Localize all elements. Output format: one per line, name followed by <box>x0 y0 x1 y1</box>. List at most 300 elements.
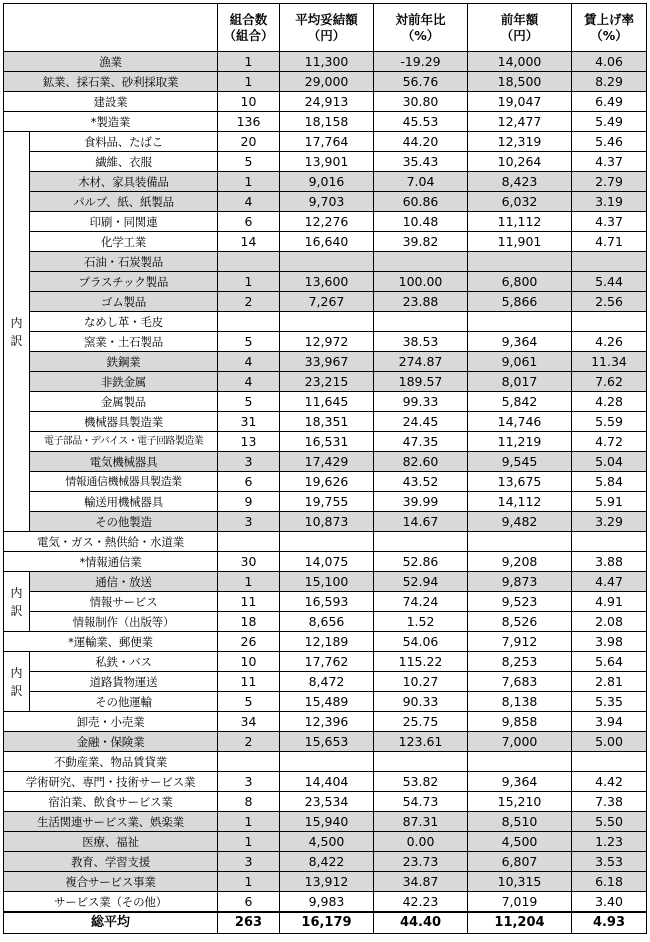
header-avg-line2: （円） <box>307 27 346 43</box>
count-cell: 1 <box>218 72 280 92</box>
ratio-cell: 54.73 <box>374 792 468 812</box>
count-cell: 6 <box>218 892 280 913</box>
ratio-cell: 24.45 <box>374 412 468 432</box>
avg-cell: 8,472 <box>280 672 374 692</box>
prev-cell: 9,873 <box>468 572 572 592</box>
count-cell: 1 <box>218 832 280 852</box>
table-row <box>4 492 647 512</box>
raise-cell: 3.19 <box>572 192 647 212</box>
avg-cell <box>280 252 374 272</box>
header-avg-line1: 平均妥結額 <box>295 11 358 27</box>
avg-cell: 19,626 <box>280 472 374 492</box>
prev-cell: 10,315 <box>468 872 572 892</box>
avg-cell: 9,016 <box>280 172 374 192</box>
industry-name: 鉄鋼業 <box>30 352 218 372</box>
raise-cell: 3.98 <box>572 632 647 652</box>
raise-cell: 11.34 <box>572 352 647 372</box>
ratio-cell: 90.33 <box>374 692 468 712</box>
count-cell: 30 <box>218 552 280 572</box>
industry-name: 電気機械器具 <box>30 452 218 472</box>
raise-cell: 5.91 <box>572 492 647 512</box>
industry-name: 金属製品 <box>30 392 218 412</box>
header-raise-line2: （%） <box>590 27 628 43</box>
industry-name: 卸売・小売業 <box>4 712 218 732</box>
avg-cell: 11,300 <box>280 52 374 72</box>
ratio-cell: 39.82 <box>374 232 468 252</box>
raise-cell: 5.59 <box>572 412 647 432</box>
ratio-cell: 44.20 <box>374 132 468 152</box>
raise-cell: 5.44 <box>572 272 647 292</box>
raise-cell: 4.06 <box>572 52 647 72</box>
side-label-uchi: 内 <box>10 665 23 680</box>
prev-cell: 6,032 <box>468 192 572 212</box>
count-cell: 13 <box>218 432 280 452</box>
ratio-cell: 35.43 <box>374 152 468 172</box>
table-row <box>4 872 647 892</box>
total-count: 263 <box>218 912 280 934</box>
ratio-cell: 54.06 <box>374 632 468 652</box>
avg-cell: 15,489 <box>280 692 374 712</box>
industry-name: 電気・ガス・熱供給・水道業 <box>4 532 218 552</box>
industry-name: 化学工業 <box>30 232 218 252</box>
count-cell: 3 <box>218 852 280 872</box>
raise-cell: 4.37 <box>572 152 647 172</box>
industry-name: 情報通信機械器具製造業 <box>30 472 218 492</box>
raise-cell: 6.49 <box>572 92 647 112</box>
ratio-cell: 23.88 <box>374 292 468 312</box>
prev-cell: 12,477 <box>468 112 572 132</box>
prev-cell: 11,219 <box>468 432 572 452</box>
industry-name: 印刷・同関連 <box>30 212 218 232</box>
avg-cell: 17,764 <box>280 132 374 152</box>
raise-cell: 7.38 <box>572 792 647 812</box>
avg-cell: 4,500 <box>280 832 374 852</box>
table-row <box>4 512 647 532</box>
avg-cell: 7,267 <box>280 292 374 312</box>
count-cell: 14 <box>218 232 280 252</box>
prev-cell: 6,807 <box>468 852 572 872</box>
count-cell: 1 <box>218 272 280 292</box>
table-row <box>4 712 647 732</box>
ratio-cell: 60.86 <box>374 192 468 212</box>
avg-cell: 13,600 <box>280 272 374 292</box>
prev-cell: 8,253 <box>468 652 572 672</box>
ratio-cell: 47.35 <box>374 432 468 452</box>
breakdown-label-manufacturing <box>4 132 30 532</box>
ratio-cell <box>374 252 468 272</box>
table-row <box>4 152 647 172</box>
avg-cell: 17,762 <box>280 652 374 672</box>
count-cell: 9 <box>218 492 280 512</box>
raise-cell: 1.23 <box>572 832 647 852</box>
table-row <box>4 172 647 192</box>
table-row <box>4 312 647 332</box>
raise-cell <box>572 752 647 772</box>
raise-cell: 3.53 <box>572 852 647 872</box>
header-prev <box>468 4 572 52</box>
prev-cell: 9,364 <box>468 772 572 792</box>
count-cell: 11 <box>218 672 280 692</box>
raise-cell: 3.88 <box>572 552 647 572</box>
count-cell: 5 <box>218 692 280 712</box>
industry-name: 医療、福祉 <box>4 832 218 852</box>
raise-cell: 4.28 <box>572 392 647 412</box>
prev-cell: 7,912 <box>468 632 572 652</box>
avg-cell: 14,075 <box>280 552 374 572</box>
raise-cell <box>572 252 647 272</box>
raise-cell: 2.81 <box>572 672 647 692</box>
header-raise-line1: 賃上げ率 <box>583 11 634 27</box>
total-label: 総平均 <box>4 912 218 934</box>
prev-cell: 9,482 <box>468 512 572 532</box>
avg-cell: 18,351 <box>280 412 374 432</box>
table-row <box>4 572 647 592</box>
raise-cell: 3.40 <box>572 892 647 913</box>
industry-name: 金融・保険業 <box>4 732 218 752</box>
raise-cell: 5.49 <box>572 112 647 132</box>
avg-cell: 12,396 <box>280 712 374 732</box>
avg-cell: 12,972 <box>280 332 374 352</box>
prev-cell <box>468 312 572 332</box>
prev-cell: 9,061 <box>468 352 572 372</box>
header-row <box>4 4 647 52</box>
prev-cell: 11,112 <box>468 212 572 232</box>
raise-cell: 4.91 <box>572 592 647 612</box>
avg-cell: 13,912 <box>280 872 374 892</box>
industry-name: 学術研究、専門・技術サービス業 <box>4 772 218 792</box>
prev-cell: 19,047 <box>468 92 572 112</box>
table-row <box>4 432 647 452</box>
prev-cell: 8,138 <box>468 692 572 712</box>
industry-name: 複合サービス事業 <box>4 872 218 892</box>
table-row <box>4 732 647 752</box>
industry-name: 電子部品・デバイス・電子回路製造業 <box>30 432 218 452</box>
industry-name: *製造業 <box>4 112 218 132</box>
header-count-line2: （組合） <box>223 27 274 43</box>
count-cell: 1 <box>218 172 280 192</box>
count-cell: 20 <box>218 132 280 152</box>
count-cell: 26 <box>218 632 280 652</box>
industry-name: 鉱業、採石業、砂利採取業 <box>4 72 218 92</box>
ratio-cell: 42.23 <box>374 892 468 913</box>
prev-cell: 8,510 <box>468 812 572 832</box>
count-cell <box>218 312 280 332</box>
industry-name: 漁業 <box>4 52 218 72</box>
prev-cell: 12,319 <box>468 132 572 152</box>
raise-cell: 3.29 <box>572 512 647 532</box>
avg-cell: 23,215 <box>280 372 374 392</box>
avg-cell: 16,640 <box>280 232 374 252</box>
industry-name: 建設業 <box>4 92 218 112</box>
ratio-cell: 38.53 <box>374 332 468 352</box>
ratio-cell: 274.87 <box>374 352 468 372</box>
industry-name: 道路貨物運送 <box>30 672 218 692</box>
raise-cell: 5.46 <box>572 132 647 152</box>
prev-cell: 10,264 <box>468 152 572 172</box>
avg-cell: 8,422 <box>280 852 374 872</box>
industry-name: 窯業・土石製品 <box>30 332 218 352</box>
prev-cell: 9,523 <box>468 592 572 612</box>
table-row <box>4 252 647 272</box>
raise-cell: 5.64 <box>572 652 647 672</box>
header-ratio-line1: 対前年比 <box>395 11 446 27</box>
side-label-wake: 訳 <box>10 603 23 618</box>
table-row <box>4 692 647 712</box>
industry-name: ゴム製品 <box>30 292 218 312</box>
ratio-cell: -19.29 <box>374 52 468 72</box>
prev-cell: 5,842 <box>468 392 572 412</box>
prev-cell: 18,500 <box>468 72 572 92</box>
side-label-uchi: 内 <box>10 585 23 600</box>
table-row <box>4 52 647 72</box>
count-cell: 6 <box>218 212 280 232</box>
raise-cell: 2.08 <box>572 612 647 632</box>
table-row <box>4 192 647 212</box>
industry-name: 教育、学習支援 <box>4 852 218 872</box>
prev-cell: 9,364 <box>468 332 572 352</box>
prev-cell: 9,545 <box>468 452 572 472</box>
count-cell: 5 <box>218 152 280 172</box>
header-ratio <box>374 4 468 52</box>
prev-cell: 7,019 <box>468 892 572 913</box>
total-raise: 4.93 <box>572 912 647 934</box>
avg-cell: 24,913 <box>280 92 374 112</box>
industry-name: 非鉄金属 <box>30 372 218 392</box>
count-cell: 4 <box>218 192 280 212</box>
raise-cell <box>572 532 647 552</box>
count-cell: 2 <box>218 292 280 312</box>
avg-cell: 12,189 <box>280 632 374 652</box>
avg-cell: 14,404 <box>280 772 374 792</box>
prev-cell: 6,800 <box>468 272 572 292</box>
industry-name: 情報制作（出版等） <box>30 612 218 632</box>
total-prev: 11,204 <box>468 912 572 934</box>
prev-cell: 13,675 <box>468 472 572 492</box>
ratio-cell: 52.86 <box>374 552 468 572</box>
raise-cell: 7.62 <box>572 372 647 392</box>
ratio-cell: 34.87 <box>374 872 468 892</box>
table-row <box>4 272 647 292</box>
prev-cell: 14,000 <box>468 52 572 72</box>
table-row <box>4 852 647 872</box>
side-label-uchi: 内 <box>10 315 23 330</box>
count-cell: 6 <box>218 472 280 492</box>
raise-cell: 8.29 <box>572 72 647 92</box>
industry-name: 繊維、衣服 <box>30 152 218 172</box>
avg-cell: 23,534 <box>280 792 374 812</box>
prev-cell: 14,112 <box>468 492 572 512</box>
prev-cell: 8,017 <box>468 372 572 392</box>
count-cell: 2 <box>218 732 280 752</box>
count-cell: 3 <box>218 452 280 472</box>
ratio-cell: 53.82 <box>374 772 468 792</box>
count-cell: 10 <box>218 92 280 112</box>
table-row <box>4 132 647 152</box>
breakdown-label-info <box>4 572 30 632</box>
avg-cell: 17,429 <box>280 452 374 472</box>
avg-cell: 10,873 <box>280 512 374 532</box>
ratio-cell: 43.52 <box>374 472 468 492</box>
raise-cell: 4.71 <box>572 232 647 252</box>
industry-name: サービス業（その他） <box>4 892 218 913</box>
industry-name: プラスチック製品 <box>30 272 218 292</box>
table-row <box>4 332 647 352</box>
industry-name: パルプ、紙、紙製品 <box>30 192 218 212</box>
table-row <box>4 92 647 112</box>
count-cell: 1 <box>218 872 280 892</box>
table-row <box>4 552 647 572</box>
ratio-cell: 52.94 <box>374 572 468 592</box>
table-row <box>4 112 647 132</box>
raise-cell: 5.50 <box>572 812 647 832</box>
table-row <box>4 72 647 92</box>
industry-name: 木材、家具装備品 <box>30 172 218 192</box>
ratio-cell: 74.24 <box>374 592 468 612</box>
table-row <box>4 812 647 832</box>
raise-cell: 4.47 <box>572 572 647 592</box>
table-row <box>4 892 647 913</box>
count-cell: 34 <box>218 712 280 732</box>
count-cell: 1 <box>218 572 280 592</box>
prev-cell <box>468 252 572 272</box>
count-cell: 18 <box>218 612 280 632</box>
ratio-cell <box>374 752 468 772</box>
avg-cell: 15,653 <box>280 732 374 752</box>
avg-cell <box>280 752 374 772</box>
industry-name: *情報通信業 <box>4 552 218 572</box>
avg-cell: 19,755 <box>280 492 374 512</box>
industry-name: 機械器具製造業 <box>30 412 218 432</box>
ratio-cell: 1.52 <box>374 612 468 632</box>
avg-cell: 9,983 <box>280 892 374 913</box>
prev-cell: 7,683 <box>468 672 572 692</box>
avg-cell <box>280 312 374 332</box>
ratio-cell: 25.75 <box>374 712 468 732</box>
raise-cell: 2.79 <box>572 172 647 192</box>
table-row <box>4 372 647 392</box>
table-row <box>4 412 647 432</box>
raise-cell: 4.26 <box>572 332 647 352</box>
raise-cell <box>572 312 647 332</box>
raise-cell: 3.94 <box>572 712 647 732</box>
ratio-cell: 14.67 <box>374 512 468 532</box>
ratio-cell: 39.99 <box>374 492 468 512</box>
side-label-wake: 訳 <box>10 333 23 348</box>
table-row <box>4 352 647 372</box>
table-row <box>4 292 647 312</box>
avg-cell: 15,100 <box>280 572 374 592</box>
avg-cell: 18,158 <box>280 112 374 132</box>
table-row <box>4 232 647 252</box>
prev-cell: 15,210 <box>468 792 572 812</box>
count-cell: 1 <box>218 812 280 832</box>
header-prev-line1: 前年額 <box>500 11 539 27</box>
avg-cell <box>280 532 374 552</box>
table-row <box>4 652 647 672</box>
table-row <box>4 832 647 852</box>
prev-cell: 11,901 <box>468 232 572 252</box>
raise-cell: 5.04 <box>572 452 647 472</box>
prev-cell: 7,000 <box>468 732 572 752</box>
ratio-cell <box>374 312 468 332</box>
table-row <box>4 532 647 552</box>
raise-cell: 2.56 <box>572 292 647 312</box>
header-count-line1: 組合数 <box>229 11 268 27</box>
table-row <box>4 592 647 612</box>
raise-cell: 4.72 <box>572 432 647 452</box>
table-row <box>4 672 647 692</box>
raise-cell: 5.00 <box>572 732 647 752</box>
table-row <box>4 472 647 492</box>
prev-cell: 9,858 <box>468 712 572 732</box>
header-ratio-line2: （%） <box>401 27 440 43</box>
side-label-wake: 訳 <box>10 683 23 698</box>
industry-name: 輸送用機械器具 <box>30 492 218 512</box>
industry-name: 私鉄・バス <box>30 652 218 672</box>
ratio-cell: 99.33 <box>374 392 468 412</box>
industry-name: 通信・放送 <box>30 572 218 592</box>
avg-cell: 9,703 <box>280 192 374 212</box>
count-cell: 4 <box>218 352 280 372</box>
ratio-cell: 10.48 <box>374 212 468 232</box>
count-cell: 5 <box>218 392 280 412</box>
avg-cell: 13,901 <box>280 152 374 172</box>
table-row <box>4 632 647 652</box>
prev-cell: 4,500 <box>468 832 572 852</box>
ratio-cell: 82.60 <box>374 452 468 472</box>
count-cell: 8 <box>218 792 280 812</box>
count-cell: 136 <box>218 112 280 132</box>
table-row <box>4 752 647 772</box>
raise-cell: 5.84 <box>572 472 647 492</box>
header-raise <box>572 4 647 52</box>
prev-cell: 14,746 <box>468 412 572 432</box>
total-avg: 16,179 <box>280 912 374 934</box>
raise-cell: 4.42 <box>572 772 647 792</box>
ratio-cell: 45.53 <box>374 112 468 132</box>
prev-cell: 5,866 <box>468 292 572 312</box>
wage-increase-table <box>3 3 647 934</box>
count-cell <box>218 752 280 772</box>
prev-cell: 8,526 <box>468 612 572 632</box>
corner-cell <box>4 4 218 52</box>
prev-cell <box>468 752 572 772</box>
avg-cell: 11,645 <box>280 392 374 412</box>
prev-cell <box>468 532 572 552</box>
industry-name: 食料品、たばこ <box>30 132 218 152</box>
ratio-cell: 10.27 <box>374 672 468 692</box>
count-cell: 10 <box>218 652 280 672</box>
avg-cell: 29,000 <box>280 72 374 92</box>
ratio-cell: 115.22 <box>374 652 468 672</box>
count-cell: 3 <box>218 512 280 532</box>
industry-name: 情報サービス <box>30 592 218 612</box>
ratio-cell: 56.76 <box>374 72 468 92</box>
industry-name: 生活関連サービス業、娯楽業 <box>4 812 218 832</box>
header-count <box>218 4 280 52</box>
ratio-cell: 30.80 <box>374 92 468 112</box>
ratio-cell: 123.61 <box>374 732 468 752</box>
table-row <box>4 452 647 472</box>
count-cell: 1 <box>218 52 280 72</box>
count-cell: 5 <box>218 332 280 352</box>
avg-cell: 12,276 <box>280 212 374 232</box>
count-cell: 4 <box>218 372 280 392</box>
avg-cell: 33,967 <box>280 352 374 372</box>
ratio-cell: 7.04 <box>374 172 468 192</box>
industry-name: *運輸業、郵便業 <box>4 632 218 652</box>
raise-cell: 6.18 <box>572 872 647 892</box>
